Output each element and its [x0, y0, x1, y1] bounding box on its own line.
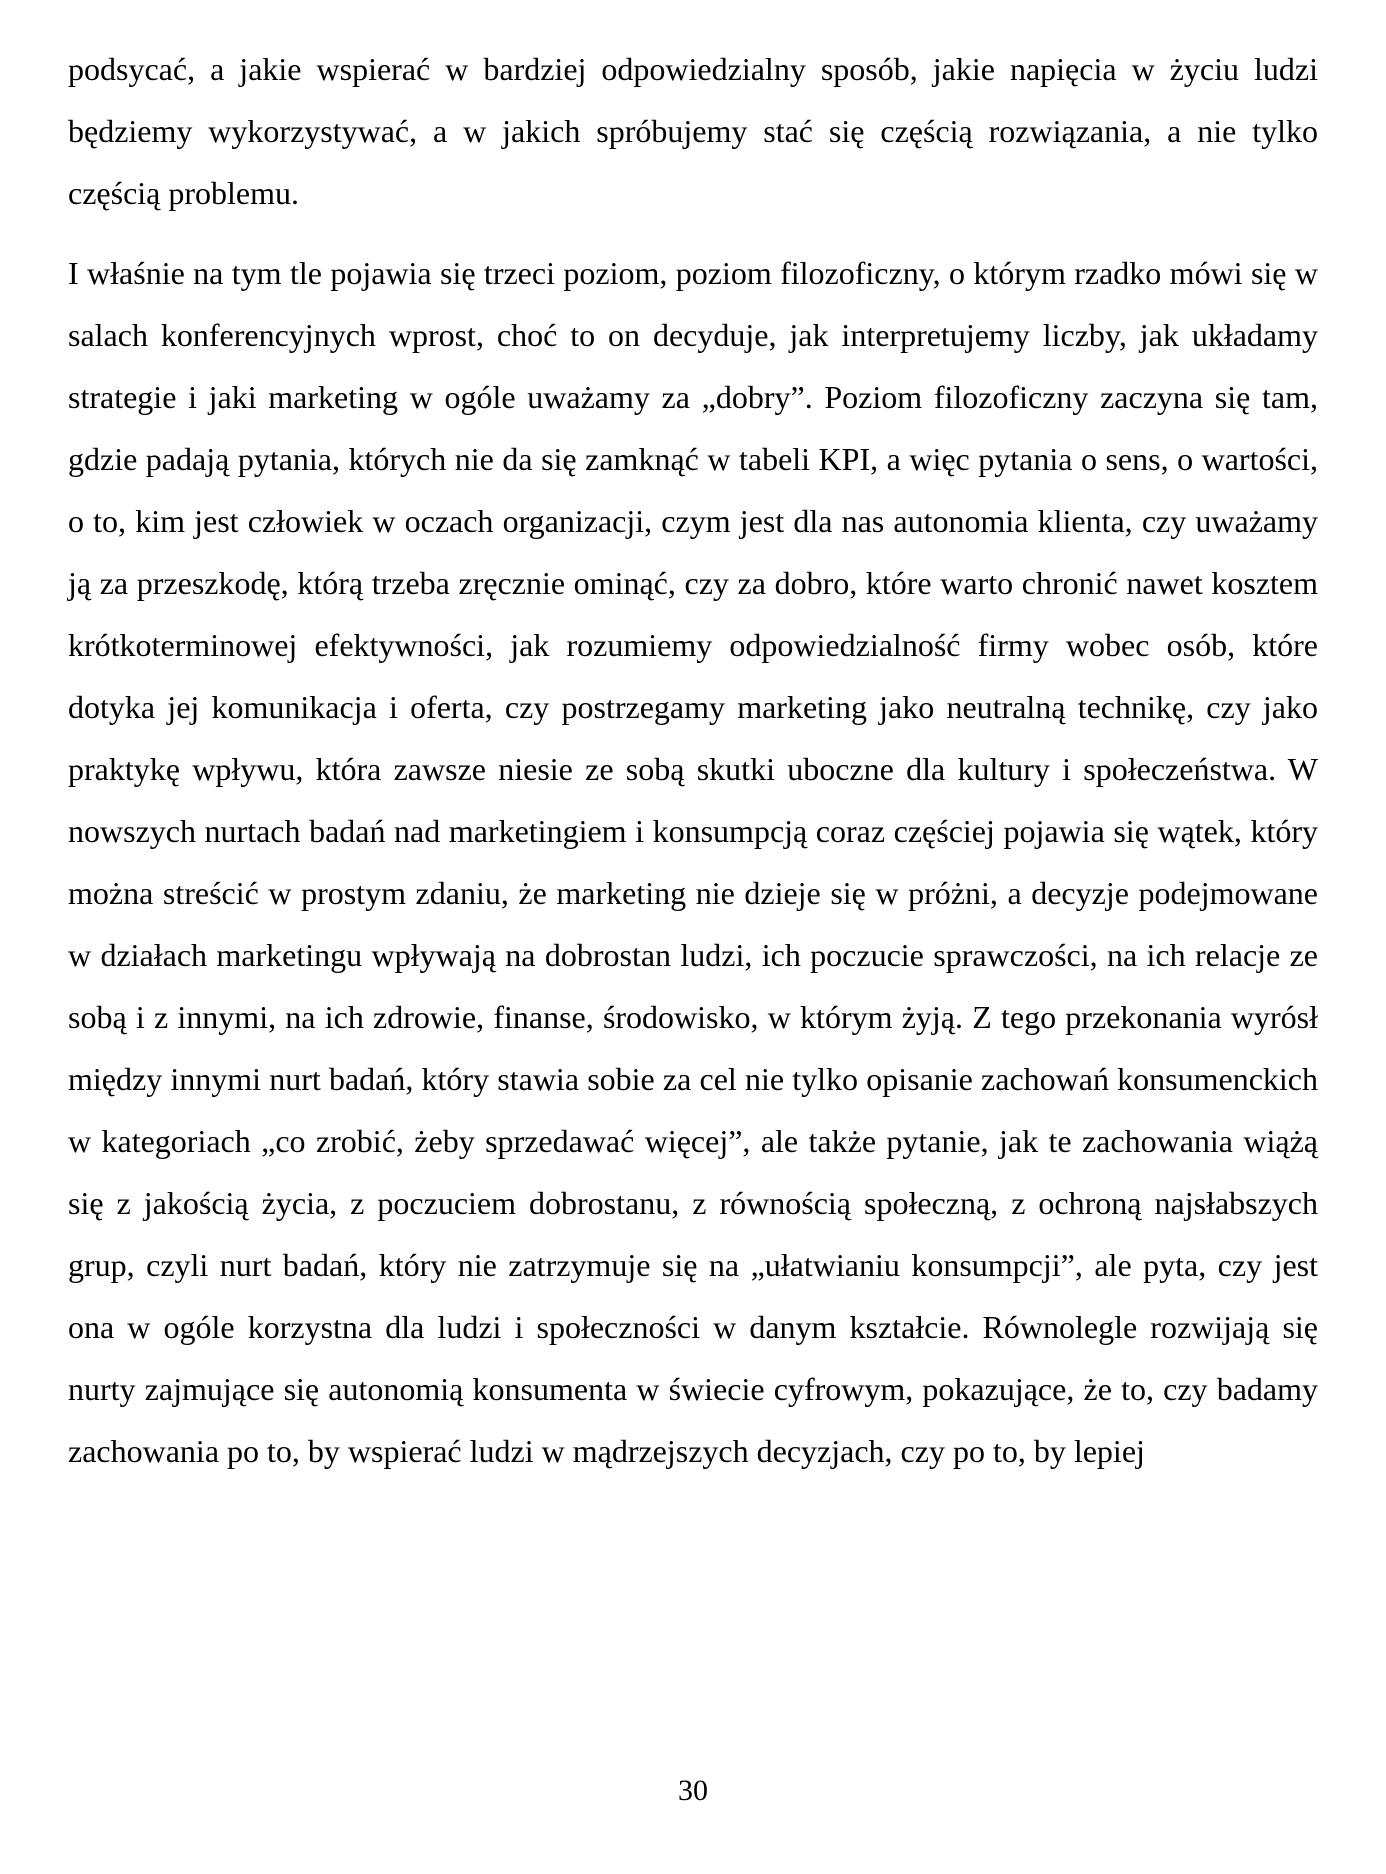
page-text-block	[68, 38, 1318, 1500]
paragraph-body: I właśnie na tym tle pojawia się trzeci poziom, poziom filozoficzny, o którym rzadko mówi się w salach konferencyjnych wprost, choć to on decyduje, jak interpretujemy liczby, jak układamy strategie i jaki marketing w ogóle uważamy za „dobry”. Poziom filozoficzny zaczyna się tam, gdzie padają pytania, których nie da się zamknąć w tabeli KPI, a więc pytania o sens, o wartości, o to, kim jest człowiek w oczach organizacji, czym jest dla nas autonomia klienta, czy uważamy ją za przeszkodę, którą trzeba zręcznie ominąć, czy za dobro, które warto chronić nawet kosztem krótkoterminowej efektywności, jak rozumiemy odpowiedzialność firmy wobec osób, które dotyka jej komunikacja i oferta, czy postrzegamy marketing jako neutralną technikę, czy jako praktykę wpływu, która zawsze niesie ze sobą skutki uboczne dla kultury i społeczeństwa. W nowszych nurtach badań nad marketingiem i konsumpcją coraz częściej pojawia się wątek, który można streścić w prostym zdaniu, że marketing nie dzieje się w próżni, a decyzje podejmowane w działach marketingu wpływają na dobrostan ludzi, ich poczucie sprawczości, na ich relacje ze sobą i z innymi, na ich zdrowie, finanse, środowisko, w którym żyją. Z tego przekonania wyrósł między innymi nurt badań, który stawia sobie za cel nie tylko opisanie zachowań konsumenckich w kategoriach „co zrobić, żeby sprzedawać więcej”, ale także pytanie, jak te zachowania wiążą się z jakością życia, z poczuciem dobrostanu, z równością społeczną, z ochroną najsłabszych grup, czyli nurt badań, który nie zatrzymuje się na „ułatwianiu konsumpcji”, ale pyta, czy jest ona w ogóle korzystna dla ludzi i społeczności w danym kształcie. Równolegle rozwijają się nurty zajmujące się autonomią konsumenta w świecie cyfrowym, pokazujące, że to, czy badamy zachowania po to, by wspierać ludzi w mądrzejszych decyzjach, czy po to, by lepiej	[68, 255, 1318, 1469]
page-number: 30	[678, 1774, 708, 1807]
paragraph-continuation: podsycać, a jakie wspierać w bardziej odpowiedzialny sposób, jakie napięcia w życiu ludzi będziemy wykorzystywać, a w jakich spróbujemy stać się częścią rozwiązania, a nie tylko częścią problemu.	[68, 51, 1318, 211]
